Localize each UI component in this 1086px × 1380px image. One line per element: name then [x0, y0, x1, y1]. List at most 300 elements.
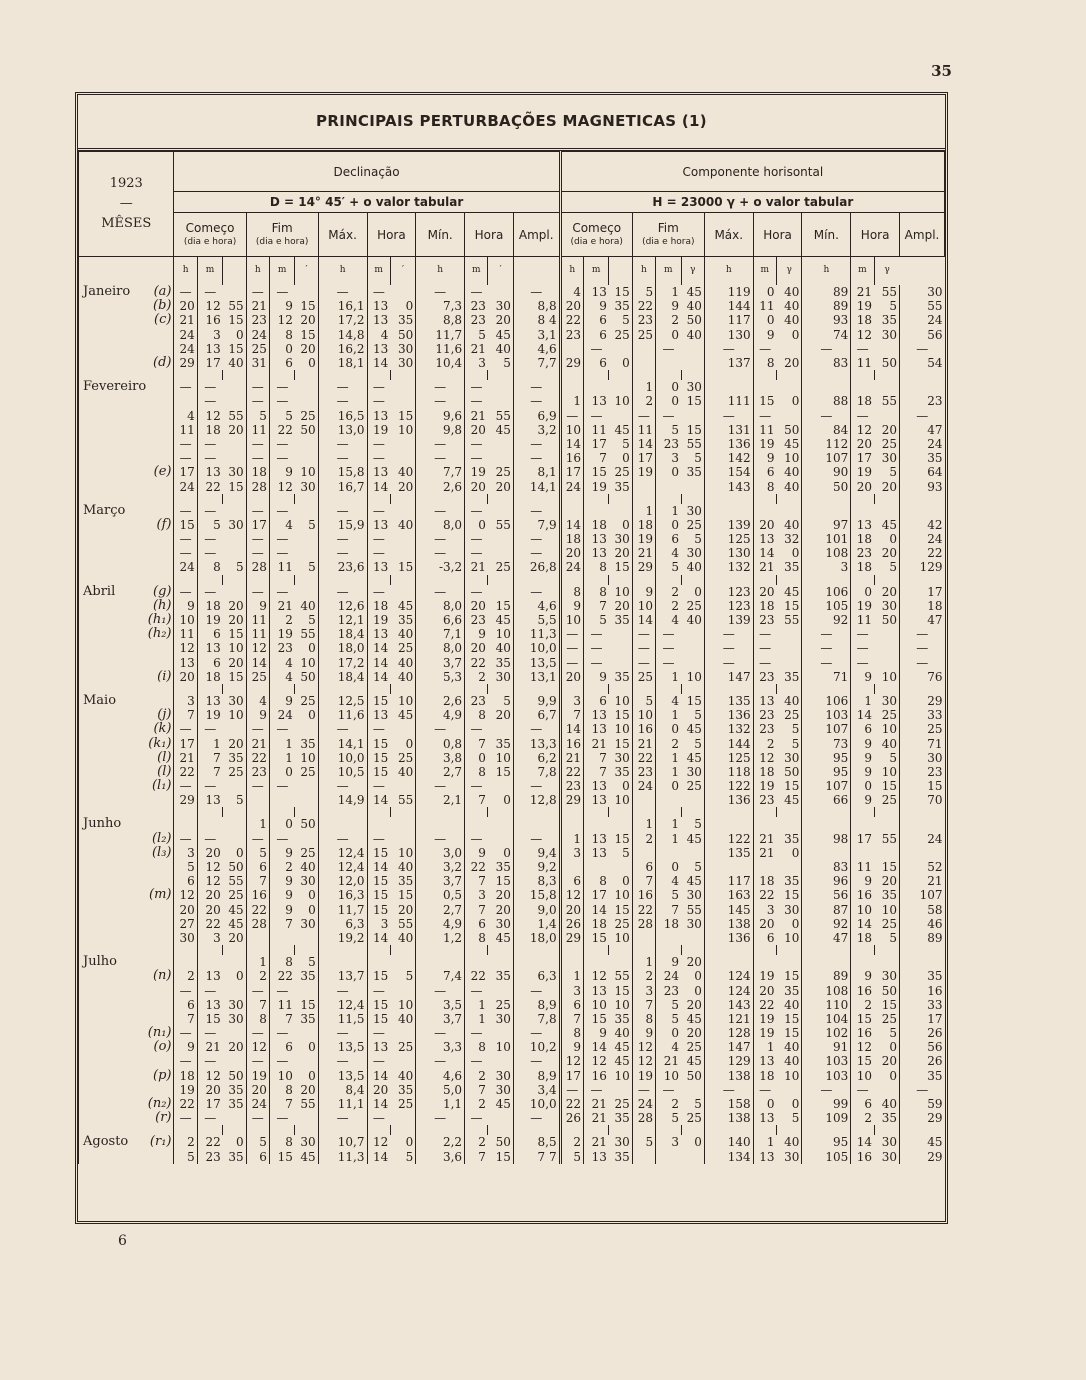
spacer-row	[79, 684, 945, 694]
value-cell: 105	[802, 1150, 851, 1164]
value-cell: 6	[753, 465, 776, 479]
month-cell	[79, 779, 174, 793]
value-cell: 40	[686, 299, 702, 314]
table-row	[79, 599, 945, 613]
value-cell: 20	[228, 598, 244, 613]
value-cell: —	[513, 779, 560, 793]
value-cell	[609, 342, 632, 356]
value-cell: 12	[753, 751, 776, 765]
value-cell	[465, 955, 488, 969]
value-cell: 30	[614, 750, 630, 765]
value-cell: 147	[704, 670, 753, 684]
value-cell: 35	[900, 1069, 945, 1083]
value-cell: 17,2	[318, 313, 367, 327]
value-cell: 25	[228, 764, 244, 779]
value-cell: 8	[246, 1012, 269, 1026]
value-cell: 20	[495, 708, 511, 723]
value-cell	[295, 585, 318, 599]
value-cell: 20	[465, 599, 488, 613]
spacer-cell	[390, 1125, 415, 1135]
value-cell: —	[465, 1054, 488, 1068]
value-cell: 22	[269, 969, 294, 983]
value-cell: —	[513, 380, 560, 394]
table-row	[79, 736, 945, 750]
value-cell: 40	[686, 560, 702, 575]
spacer-cell	[802, 945, 851, 955]
month-cell	[79, 394, 174, 408]
value-cell: 24	[900, 832, 945, 846]
value-cell: —	[367, 585, 390, 599]
value-cell: 20	[881, 546, 898, 561]
value-cell: 25	[300, 408, 316, 423]
value-cell: 7	[656, 903, 681, 917]
value-cell	[851, 504, 874, 518]
footnote-tag: (c)	[154, 313, 172, 328]
value-cell: 26	[900, 1054, 945, 1068]
value-cell: 6	[753, 931, 776, 945]
value-cell	[704, 380, 753, 394]
value-cell: 45	[614, 422, 630, 437]
value-cell: 15	[784, 969, 800, 984]
value-cell: 18	[900, 599, 945, 613]
value-cell: 5	[694, 451, 702, 466]
month-cell	[79, 656, 174, 670]
table-row	[79, 518, 945, 532]
decl-min-header: Mín.	[416, 213, 465, 257]
value-cell: 20	[495, 479, 511, 494]
value-cell: —	[753, 409, 776, 423]
value-cell: —	[583, 641, 608, 655]
value-cell: 30	[881, 969, 898, 984]
value-cell	[560, 860, 583, 874]
value-cell: 10,0	[318, 751, 367, 765]
spacer-cell	[874, 807, 899, 817]
spacer-cell	[753, 684, 776, 694]
table-row	[79, 708, 945, 722]
value-cell: 13	[753, 532, 776, 546]
value-cell: —	[246, 1054, 269, 1068]
month-cell	[79, 931, 174, 945]
value-cell: 35	[784, 560, 800, 575]
value-cell: 20	[228, 422, 244, 437]
declination-formula: D = 14° 45′ + o valor tabular	[174, 192, 560, 213]
value-cell: 14	[851, 1135, 874, 1149]
value-cell: 30	[228, 1011, 244, 1026]
value-cell: 14	[367, 656, 390, 670]
value-cell: 3,5	[416, 998, 465, 1012]
value-cell: 15	[228, 313, 244, 328]
value-cell: 45	[495, 327, 511, 342]
spacer-cell	[513, 684, 560, 694]
value-cell: —	[246, 285, 269, 299]
value-cell: 15	[614, 708, 630, 723]
value-cell: 42	[900, 518, 945, 532]
spacer-cell	[174, 1125, 197, 1135]
value-cell: 131	[704, 423, 753, 437]
value-cell: 13,5	[318, 1069, 367, 1083]
value-cell: —	[174, 983, 197, 997]
value-cell: 0	[656, 1026, 681, 1040]
value-cell: 55	[228, 874, 244, 889]
value-cell: —	[900, 656, 945, 670]
value-cell: 15	[367, 694, 390, 708]
value-cell	[488, 585, 513, 599]
value-cell: 5	[174, 860, 197, 874]
value-cell: 40	[784, 1054, 800, 1069]
value-cell: 35	[614, 1011, 630, 1026]
value-cell	[583, 380, 608, 394]
value-cell	[390, 1026, 415, 1040]
value-cell: 16	[197, 313, 222, 327]
month-name: Março	[83, 503, 126, 518]
value-cell: —	[632, 627, 655, 641]
value-cell: —	[318, 451, 367, 465]
value-cell: 21	[465, 342, 488, 356]
month-cell	[79, 585, 174, 599]
value-cell: 11,3	[318, 1150, 367, 1164]
value-cell: 40	[398, 1011, 414, 1026]
value-cell: 11	[583, 423, 608, 437]
value-cell: 25	[495, 465, 511, 480]
value-cell: 10	[881, 669, 898, 684]
value-cell: —	[174, 779, 197, 793]
value-cell: 50	[300, 422, 316, 437]
value-cell: —	[367, 437, 390, 451]
value-cell: 45	[784, 436, 800, 451]
decl-min-hour-header: Hora	[465, 213, 514, 257]
value-cell	[295, 546, 318, 560]
spacer-cell	[174, 494, 197, 504]
value-cell: 14	[367, 1097, 390, 1111]
value-cell: 45	[398, 598, 414, 613]
horiz-end-header	[632, 213, 704, 257]
value-cell: 14	[851, 917, 874, 931]
value-cell: 22	[632, 299, 655, 313]
value-cell: —	[513, 1026, 560, 1040]
decl-start-header	[174, 213, 246, 257]
table-row	[79, 1150, 945, 1164]
value-cell: —	[174, 437, 197, 451]
value-cell: 2	[465, 1097, 488, 1111]
value-cell	[295, 394, 318, 408]
value-cell: —	[174, 1111, 197, 1125]
value-cell: 0	[308, 356, 316, 371]
value-cell: 15	[583, 1012, 608, 1026]
value-cell: 25	[398, 1040, 414, 1055]
value-cell: —	[367, 779, 390, 793]
value-cell: 26	[900, 1026, 945, 1040]
value-cell: 30	[495, 1082, 511, 1097]
value-cell: —	[269, 532, 294, 546]
value-cell: 16	[583, 1069, 608, 1083]
value-cell: —	[269, 1026, 294, 1040]
value-cell: 40	[398, 465, 414, 480]
month-cell	[79, 465, 174, 479]
spacer-cell	[390, 684, 415, 694]
value-cell: 54	[900, 356, 945, 370]
table-row	[79, 779, 945, 793]
value-cell: 10	[614, 888, 630, 903]
month-cell	[79, 874, 174, 888]
value-cell: 2	[851, 1111, 874, 1125]
value-cell: 2	[465, 1135, 488, 1149]
value-cell: 15	[495, 598, 511, 613]
spacer-cell	[295, 370, 318, 380]
value-cell: 1	[465, 998, 488, 1012]
value-cell: 20	[495, 888, 511, 903]
table-row	[79, 1083, 945, 1097]
value-cell: 50	[686, 313, 702, 328]
value-cell: 21	[465, 560, 488, 574]
unit-cell: γ	[776, 257, 801, 286]
value-cell: 13	[583, 983, 608, 997]
decl-end-label: Fim	[271, 220, 293, 235]
value-cell: 30	[228, 997, 244, 1012]
value-cell	[776, 380, 801, 394]
value-cell: 30	[686, 503, 702, 518]
spacer-cell	[776, 807, 801, 817]
value-cell: 158	[704, 1097, 753, 1111]
value-cell: 16	[560, 736, 583, 750]
value-cell: 3	[753, 903, 776, 917]
value-cell: 29	[900, 1111, 945, 1125]
value-cell: 15	[367, 888, 390, 902]
value-cell: 35	[614, 764, 630, 779]
value-cell: 5	[656, 560, 681, 574]
value-cell: 14	[367, 1069, 390, 1083]
value-cell	[851, 380, 874, 394]
value-cell: 4	[656, 1040, 681, 1054]
table-row	[79, 560, 945, 574]
value-cell: 21	[632, 736, 655, 750]
value-cell	[390, 532, 415, 546]
value-cell: 16	[560, 451, 583, 465]
value-cell: 5	[405, 969, 414, 984]
month-cell	[79, 846, 174, 860]
value-cell: 35	[398, 1082, 414, 1097]
value-cell: 4,9	[416, 917, 465, 931]
value-cell: 11,6	[416, 342, 465, 356]
value-cell: —	[318, 285, 367, 299]
value-cell: 30	[686, 888, 702, 903]
value-cell: 14,8	[318, 328, 367, 342]
spacer-cell	[776, 370, 801, 380]
spacer-cell	[560, 684, 583, 694]
value-cell: 6	[560, 998, 583, 1012]
value-cell: 0	[889, 1068, 898, 1083]
value-cell: 1	[560, 394, 583, 408]
value-cell: 8,5	[513, 1135, 560, 1149]
value-cell: —	[318, 722, 367, 736]
spacer-cell	[318, 807, 367, 817]
spacer-cell	[488, 575, 513, 585]
value-cell	[295, 504, 318, 518]
value-cell: 111	[704, 394, 753, 408]
value-cell: 21	[583, 1097, 608, 1111]
value-cell: 35	[614, 613, 630, 628]
unit-cell: h	[802, 257, 851, 286]
value-cell: 18	[851, 313, 874, 327]
value-cell: 6	[632, 860, 655, 874]
value-cell: —	[583, 1083, 608, 1097]
value-cell: 0	[889, 532, 898, 547]
value-cell: 40	[784, 299, 800, 314]
value-cell: —	[197, 1054, 222, 1068]
value-cell: 19	[632, 1069, 655, 1083]
value-cell	[632, 356, 655, 370]
value-cell: 9	[174, 1040, 197, 1054]
value-cell	[174, 394, 197, 408]
spacer-cell	[246, 370, 269, 380]
value-cell: 0	[753, 1097, 776, 1111]
value-cell: 10	[851, 1069, 874, 1083]
value-cell: 14	[367, 670, 390, 684]
value-cell: 40	[881, 736, 898, 751]
value-cell: 15	[367, 874, 390, 888]
table-row	[79, 998, 945, 1012]
value-cell: 30	[495, 669, 511, 684]
spacer-cell	[174, 945, 197, 955]
value-cell: 10	[174, 613, 197, 627]
value-cell: 15	[881, 997, 898, 1012]
value-cell: 12	[197, 409, 222, 423]
value-cell: 35	[228, 1149, 244, 1164]
footnote-tag: (o)	[153, 1040, 172, 1055]
value-cell: 9	[269, 888, 294, 902]
value-cell: 9	[269, 846, 294, 860]
value-cell: 21	[753, 846, 776, 860]
value-cell: 13	[583, 285, 608, 299]
value-cell: —	[513, 532, 560, 546]
value-cell: 30	[228, 517, 244, 532]
value-cell: 15	[614, 831, 630, 846]
value-cell: 84	[802, 423, 851, 437]
value-cell	[295, 380, 318, 394]
value-cell: 35	[495, 969, 511, 984]
table-row	[79, 846, 945, 860]
value-cell: 144	[704, 299, 753, 313]
value-cell: 13	[367, 299, 390, 313]
value-cell: 70	[900, 793, 945, 807]
spacer-cell	[79, 945, 174, 955]
unit-cell: ′	[390, 257, 415, 286]
value-cell: 2	[246, 969, 269, 983]
table-row	[79, 1097, 945, 1111]
value-cell: 40	[300, 860, 316, 875]
value-cell: 6	[197, 656, 222, 670]
value-cell: 9	[269, 694, 294, 708]
value-cell: —	[513, 394, 560, 408]
value-cell: 9,9	[513, 694, 560, 708]
unit-cell: h	[560, 257, 583, 286]
value-cell: 118	[704, 765, 753, 779]
footnote-tag: (f)	[156, 517, 172, 532]
value-cell: 40	[784, 313, 800, 328]
table-row	[79, 765, 945, 779]
value-cell: 24	[246, 1097, 269, 1111]
value-cell: 40	[398, 627, 414, 642]
month-cell	[79, 1054, 174, 1068]
spacer-cell	[632, 575, 655, 585]
units-row	[79, 257, 945, 286]
horizontal-formula: H = 23000 γ + o valor tabular	[560, 192, 944, 213]
value-cell: —	[802, 627, 851, 641]
value-cell	[416, 817, 465, 831]
value-cell: 18	[197, 670, 222, 684]
value-cell: 10,4	[416, 356, 465, 370]
value-cell: 19	[851, 599, 874, 613]
spacer-cell	[246, 575, 269, 585]
spacer-cell	[851, 807, 874, 817]
value-cell: 6,7	[513, 708, 560, 722]
value-cell: 4	[269, 518, 294, 532]
spacer-cell	[465, 494, 488, 504]
spacer-cell	[681, 370, 704, 380]
spacer-cell	[488, 807, 513, 817]
value-cell: 0	[269, 817, 294, 831]
spacer-cell	[223, 945, 246, 955]
value-cell: —	[269, 832, 294, 846]
value-cell: 10	[614, 693, 630, 708]
value-cell: 21	[246, 736, 269, 750]
value-cell: 40	[614, 1026, 630, 1041]
value-cell: 7,8	[513, 765, 560, 779]
value-cell: 45	[686, 874, 702, 889]
value-cell: —	[174, 1026, 197, 1040]
spacer-cell	[367, 370, 390, 380]
month-cell	[79, 955, 174, 969]
value-cell: 15	[398, 560, 414, 575]
spacer-cell	[367, 945, 390, 955]
value-cell: 12	[197, 860, 222, 874]
spacer-cell	[560, 945, 583, 955]
value-cell: 22	[246, 903, 269, 917]
value-cell: 104	[802, 1012, 851, 1026]
value-cell: 24	[560, 479, 583, 493]
value-cell: 19	[753, 1012, 776, 1026]
value-cell: 0	[791, 327, 800, 342]
footnote-tag: (m)	[149, 888, 172, 903]
value-cell: 7	[174, 1012, 197, 1026]
value-cell: 20	[881, 584, 898, 599]
value-cell: 4	[656, 694, 681, 708]
value-cell: 17	[900, 585, 945, 599]
value-cell: —	[416, 1026, 465, 1040]
value-cell: 8	[632, 1012, 655, 1026]
spacer-cell	[318, 575, 367, 585]
value-cell: 20	[228, 613, 244, 628]
spacer-cell	[367, 807, 390, 817]
value-cell: 14	[851, 708, 874, 722]
value-cell	[488, 380, 513, 394]
value-cell: 5	[694, 736, 702, 751]
value-cell: 93	[900, 479, 945, 493]
value-cell: 7,3	[416, 299, 465, 313]
value-cell: 45	[614, 1040, 630, 1055]
value-cell	[513, 817, 560, 831]
value-cell: 25	[614, 1097, 630, 1112]
value-cell: 10	[614, 930, 630, 945]
value-cell: 0	[694, 1135, 702, 1150]
table-row	[79, 299, 945, 313]
value-cell: 45	[495, 422, 511, 437]
spacer-row	[79, 370, 945, 380]
value-cell: —	[174, 722, 197, 736]
value-cell: 8	[583, 585, 608, 599]
value-cell: 28	[632, 1111, 655, 1125]
value-cell: 1,1	[416, 1097, 465, 1111]
value-cell: 23	[246, 313, 269, 327]
